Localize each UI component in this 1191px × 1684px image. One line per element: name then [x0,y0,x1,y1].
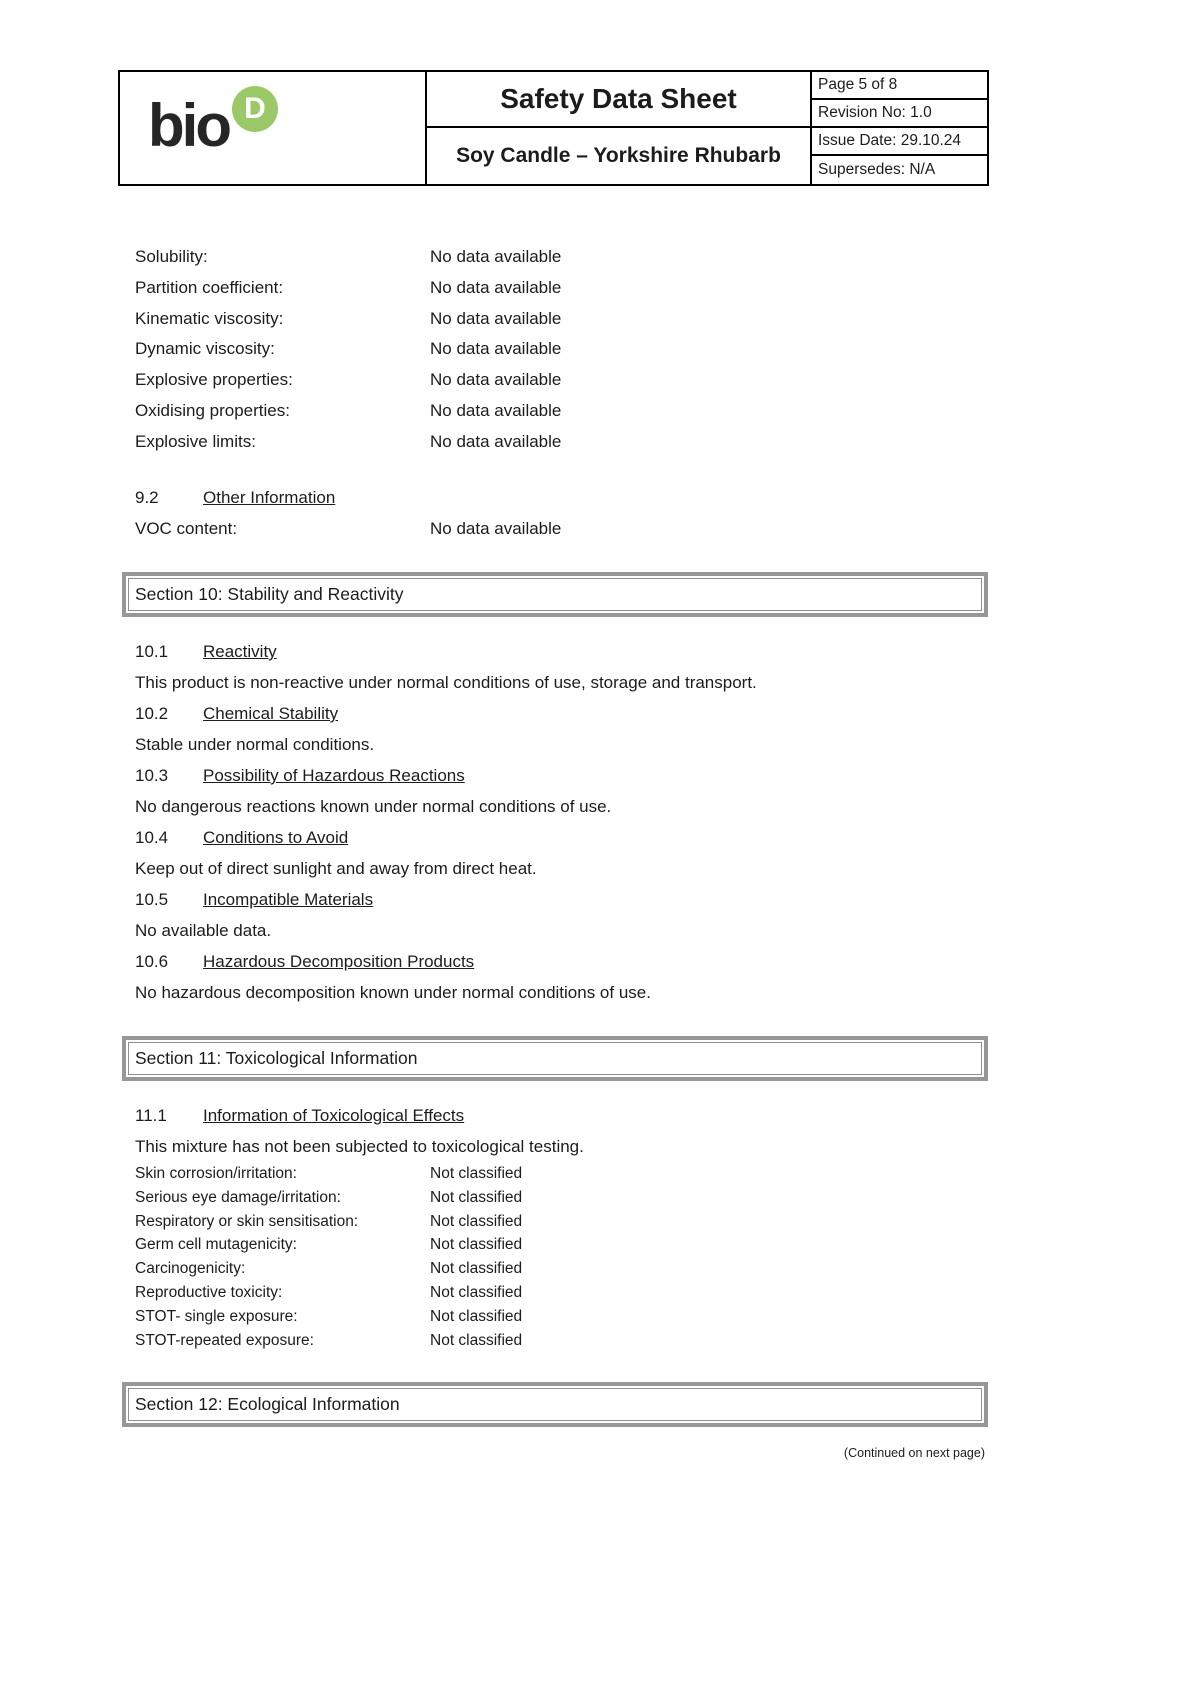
property-label: Explosive limits: [135,431,256,451]
subsection-heading [135,1106,584,1137]
tox-label: Respiratory or skin sensitisation: [135,1212,359,1230]
tox-row [135,1283,523,1308]
issue-date: Issue Date: 29.10.24 [810,128,987,156]
property-label: Partition coefficient: [135,277,284,297]
property-value: No data available [430,370,562,390]
property-value: No data available [430,308,562,328]
subsection-number: 10.6 [135,952,169,971]
tox-row [135,1260,523,1284]
tox-row [135,1331,523,1356]
property-row [135,339,562,370]
biod-logo [120,92,278,159]
tox-value: Not classified [430,1260,523,1278]
tox-value: Not classified [430,1236,523,1254]
subsection-heading [135,488,335,519]
voc-row [135,519,562,550]
toxicology-list [135,1165,523,1355]
subsection-body: No dangerous reactions known under normal conditions of use. [135,797,612,816]
subsection-heading [135,704,757,735]
page-number: Page 5 of 8 [810,72,987,100]
tox-label: Germ cell mutagenicity: [135,1236,297,1254]
tox-row [135,1212,523,1237]
property-label: Explosive properties: [135,370,293,390]
section-10-content [135,642,757,1014]
subsection-number: 10.4 [135,828,169,847]
subsection-heading [135,890,757,921]
logo-badge-letter: D [244,92,266,125]
subsection-number: 9.2 [135,488,159,507]
tox-value: Not classified [430,1212,523,1230]
property-row [135,400,562,432]
subsection-heading [135,952,757,983]
subsection-title: Conditions to Avoid [203,828,349,847]
tox-row [135,1236,523,1260]
logo-d-badge-icon [232,86,278,132]
subsection-number: 10.2 [135,704,169,723]
subsection-title: Information of Toxicological Effects [203,1106,465,1125]
tox-value: Not classified [430,1188,523,1206]
physical-properties-list [135,247,562,463]
tox-value: Not classified [430,1331,523,1349]
revision-number: Revision No: 1.0 [810,100,987,128]
subsection-number: 10.5 [135,890,169,909]
subsection-number: 11.1 [135,1106,167,1125]
tox-row [135,1307,523,1332]
subsection-number: 10.3 [135,766,169,785]
subsection-body: This product is non-reactive under normal conditions of use, storage and transport. [135,673,757,692]
subsection-heading [135,642,757,673]
tox-value: Not classified [430,1165,523,1182]
tox-label: Carcinogenicity: [135,1260,246,1278]
subsection-title: Reactivity [203,642,277,661]
tox-row [135,1188,523,1213]
section-12-banner-title: Section 12: Ecological Information [128,1388,982,1421]
property-value: No data available [430,400,562,420]
tox-value: Not classified [430,1283,523,1301]
section-10-banner [122,572,988,617]
property-row [135,277,562,309]
continued-note: (Continued on next page) [843,1446,985,1460]
subsection-title: Possibility of Hazardous Reactions [203,766,465,785]
property-row [135,431,562,463]
subsection-body: No hazardous decomposition known under normal conditions of use. [135,983,651,1002]
tox-label: Serious eye damage/irritation: [135,1188,341,1206]
property-value: No data available [430,247,562,266]
subsection-title: Chemical Stability [203,704,339,723]
section-12-banner [122,1382,988,1427]
header-table [118,70,989,186]
property-label: Oxidising properties: [135,400,290,420]
subsection-title: Incompatible Materials [203,890,374,909]
section-11-banner [122,1036,988,1081]
logo-cell [120,72,425,184]
property-label: Kinematic viscosity: [135,308,284,328]
property-label: Solubility: [135,247,208,266]
document-title: Safety Data Sheet [425,72,810,128]
tox-value: Not classified [430,1307,523,1325]
tox-label: Skin corrosion/irritation: [135,1165,297,1182]
subsection-body: Keep out of direct sunlight and away from direct heat. [135,859,537,878]
property-value: No data available [430,519,562,538]
section-11-banner-title: Section 11: Toxicological Information [128,1042,982,1075]
logo-text: bio [148,92,229,159]
subsection-title: Hazardous Decomposition Products [203,952,475,971]
toxicology-intro: This mixture has not been subjected to toxicological testing. [135,1137,584,1156]
product-name: Soy Candle – Yorkshire Rhubarb [425,128,810,184]
subsection-heading [135,766,757,797]
tox-label: Reproductive toxicity: [135,1283,283,1301]
supersedes: Supersedes: N/A [810,156,987,184]
property-label: VOC content: [135,519,238,538]
subsection-heading [135,828,757,859]
property-label: Dynamic viscosity: [135,339,275,359]
section-10-banner-title: Section 10: Stability and Reactivity [128,578,982,611]
tox-label: STOT- single exposure: [135,1307,298,1325]
property-value: No data available [430,339,562,359]
tox-label: STOT-repeated exposure: [135,1331,314,1349]
property-row [135,370,562,401]
section-11-content [135,1106,584,1168]
property-value: No data available [430,277,562,297]
subsection-title: Other Information [203,488,336,507]
property-value: No data available [430,431,562,451]
property-row [135,308,562,340]
tox-row [135,1165,523,1189]
subsection-body: Stable under normal conditions. [135,735,375,754]
subsection-body: No available data. [135,921,272,940]
subsection-number: 10.1 [135,642,169,661]
property-row [135,247,562,278]
section-9-2 [135,488,562,550]
